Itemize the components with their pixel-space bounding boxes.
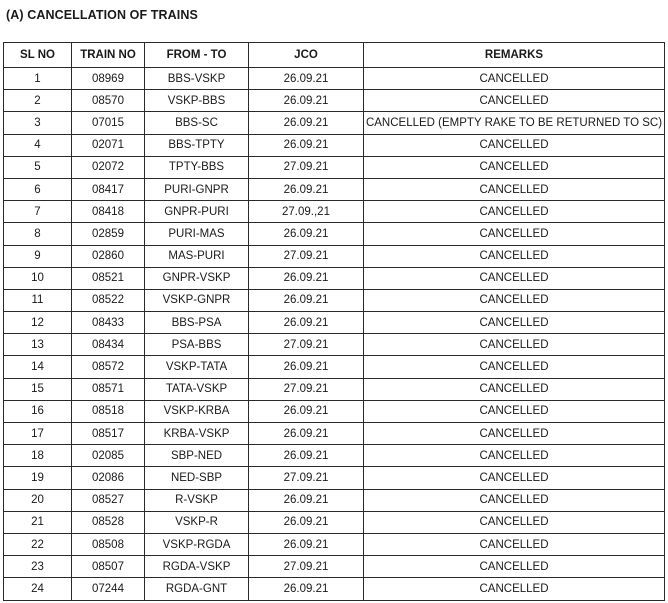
remarks-cell: CANCELLED xyxy=(364,245,665,267)
train-no-cell: 08417 xyxy=(72,178,145,200)
train-no-cell: 08528 xyxy=(72,511,145,533)
table-row xyxy=(4,578,665,600)
remarks-cell: CANCELLED xyxy=(364,68,665,90)
table-row xyxy=(4,467,665,489)
sl-no-cell: 23 xyxy=(4,556,72,578)
from-to-cell: PSA-BBS xyxy=(145,334,249,356)
remarks-cell: CANCELLED xyxy=(364,378,665,400)
train-no-cell: 02071 xyxy=(72,134,145,156)
sl-no-cell: 9 xyxy=(4,245,72,267)
remarks-cell: CANCELLED xyxy=(364,267,665,289)
from-to-cell: VSKP-KRBA xyxy=(145,400,249,422)
sl-no-cell: 18 xyxy=(4,445,72,467)
from-to-cell: VSKP-R xyxy=(145,511,249,533)
jco-cell: 27.09.21 xyxy=(249,156,364,178)
header-remarks: REMARKS xyxy=(364,43,665,68)
from-to-cell: VSKP-RGDA xyxy=(145,533,249,555)
train-no-cell: 08418 xyxy=(72,201,145,223)
sl-no-cell: 11 xyxy=(4,289,72,311)
jco-cell: 27.09.21 xyxy=(249,378,364,400)
table-row xyxy=(4,400,665,422)
remarks-cell: CANCELLED xyxy=(364,489,665,511)
train-no-cell: 08518 xyxy=(72,400,145,422)
remarks-cell: CANCELLED xyxy=(364,511,665,533)
from-to-cell: R-VSKP xyxy=(145,489,249,511)
from-to-cell: VSKP-TATA xyxy=(145,356,249,378)
jco-cell: 26.09.21 xyxy=(249,578,364,600)
remarks-cell: CANCELLED xyxy=(364,400,665,422)
jco-cell: 26.09.21 xyxy=(249,423,364,445)
sl-no-cell: 7 xyxy=(4,201,72,223)
sl-no-cell: 4 xyxy=(4,134,72,156)
from-to-cell: GNPR-PURI xyxy=(145,201,249,223)
remarks-cell: CANCELLED xyxy=(364,201,665,223)
train-no-cell: 08521 xyxy=(72,267,145,289)
remarks-cell: CANCELLED xyxy=(364,156,665,178)
table-row xyxy=(4,334,665,356)
sl-no-cell: 16 xyxy=(4,400,72,422)
table-row xyxy=(4,511,665,533)
train-no-cell: 02859 xyxy=(72,223,145,245)
cancellation-table xyxy=(3,42,665,601)
jco-cell: 26.09.21 xyxy=(249,533,364,555)
sl-no-cell: 8 xyxy=(4,223,72,245)
table-row xyxy=(4,201,665,223)
train-no-cell: 02086 xyxy=(72,467,145,489)
remarks-cell: CANCELLED xyxy=(364,578,665,600)
train-no-cell: 08571 xyxy=(72,378,145,400)
sl-no-cell: 3 xyxy=(4,112,72,134)
header-from-to: FROM - TO xyxy=(145,43,249,68)
remarks-cell: CANCELLED xyxy=(364,467,665,489)
table-row xyxy=(4,423,665,445)
from-to-cell: PURI-MAS xyxy=(145,223,249,245)
from-to-cell: BBS-PSA xyxy=(145,312,249,334)
table-row xyxy=(4,356,665,378)
from-to-cell: RGDA-VSKP xyxy=(145,556,249,578)
jco-cell: 26.09.21 xyxy=(249,445,364,467)
jco-cell: 26.09.21 xyxy=(249,90,364,112)
table-row xyxy=(4,178,665,200)
from-to-cell: BBS-SC xyxy=(145,112,249,134)
train-no-cell: 07244 xyxy=(72,578,145,600)
jco-cell: 26.09.21 xyxy=(249,223,364,245)
remarks-cell: CANCELLED xyxy=(364,90,665,112)
train-no-cell: 08522 xyxy=(72,289,145,311)
table-row xyxy=(4,378,665,400)
remarks-cell: CANCELLED xyxy=(364,445,665,467)
train-no-cell: 02085 xyxy=(72,445,145,467)
from-to-cell: SBP-NED xyxy=(145,445,249,467)
sl-no-cell: 21 xyxy=(4,511,72,533)
from-to-cell: GNPR-VSKP xyxy=(145,267,249,289)
from-to-cell: VSKP-BBS xyxy=(145,90,249,112)
sl-no-cell: 15 xyxy=(4,378,72,400)
table-row xyxy=(4,289,665,311)
jco-cell: 26.09.21 xyxy=(249,134,364,156)
table-row xyxy=(4,90,665,112)
sl-no-cell: 19 xyxy=(4,467,72,489)
remarks-cell: CANCELLED xyxy=(364,556,665,578)
jco-cell: 27.09.21 xyxy=(249,556,364,578)
table-row xyxy=(4,556,665,578)
table-row xyxy=(4,156,665,178)
train-no-cell: 08507 xyxy=(72,556,145,578)
jco-cell: 27.09.21 xyxy=(249,334,364,356)
jco-cell: 26.09.21 xyxy=(249,511,364,533)
remarks-cell: CANCELLED xyxy=(364,134,665,156)
from-to-cell: NED-SBP xyxy=(145,467,249,489)
header-jco: JCO xyxy=(249,43,364,68)
sl-no-cell: 14 xyxy=(4,356,72,378)
remarks-cell: CANCELLED xyxy=(364,533,665,555)
section-heading: (A) CANCELLATION OF TRAINS xyxy=(6,8,198,22)
train-no-cell: 07015 xyxy=(72,112,145,134)
jco-cell: 26.09.21 xyxy=(249,289,364,311)
remarks-cell: CANCELLED xyxy=(364,289,665,311)
jco-cell: 26.09.21 xyxy=(249,489,364,511)
train-no-cell: 08969 xyxy=(72,68,145,90)
table-row xyxy=(4,223,665,245)
remarks-cell: CANCELLED xyxy=(364,423,665,445)
from-to-cell: BBS-VSKP xyxy=(145,68,249,90)
train-no-cell: 08433 xyxy=(72,312,145,334)
jco-cell: 26.09.21 xyxy=(249,267,364,289)
jco-cell: 26.09.21 xyxy=(249,178,364,200)
jco-cell: 26.09.21 xyxy=(249,112,364,134)
remarks-cell: CANCELLED xyxy=(364,356,665,378)
table-row xyxy=(4,245,665,267)
from-to-cell: MAS-PURI xyxy=(145,245,249,267)
table-row xyxy=(4,134,665,156)
sl-no-cell: 1 xyxy=(4,68,72,90)
train-no-cell: 02860 xyxy=(72,245,145,267)
from-to-cell: KRBA-VSKP xyxy=(145,423,249,445)
train-no-cell: 08570 xyxy=(72,90,145,112)
train-no-cell: 08517 xyxy=(72,423,145,445)
remarks-cell: CANCELLED xyxy=(364,178,665,200)
train-no-cell: 08508 xyxy=(72,533,145,555)
table-row xyxy=(4,68,665,90)
sl-no-cell: 22 xyxy=(4,533,72,555)
table-row xyxy=(4,112,665,134)
sl-no-cell: 6 xyxy=(4,178,72,200)
jco-cell: 27.09.21 xyxy=(249,245,364,267)
remarks-cell: CANCELLED xyxy=(364,334,665,356)
sl-no-cell: 13 xyxy=(4,334,72,356)
sl-no-cell: 2 xyxy=(4,90,72,112)
train-no-cell: 02072 xyxy=(72,156,145,178)
train-no-cell: 08527 xyxy=(72,489,145,511)
table-row xyxy=(4,533,665,555)
table-row xyxy=(4,445,665,467)
table-row xyxy=(4,267,665,289)
jco-cell: 26.09.21 xyxy=(249,400,364,422)
from-to-cell: VSKP-GNPR xyxy=(145,289,249,311)
table-row xyxy=(4,312,665,334)
sl-no-cell: 10 xyxy=(4,267,72,289)
header-train-no: TRAIN NO xyxy=(72,43,145,68)
sl-no-cell: 20 xyxy=(4,489,72,511)
train-no-cell: 08434 xyxy=(72,334,145,356)
from-to-cell: TPTY-BBS xyxy=(145,156,249,178)
jco-cell: 27.09.,21 xyxy=(249,201,364,223)
table-header-row xyxy=(4,43,665,68)
from-to-cell: RGDA-GNT xyxy=(145,578,249,600)
sl-no-cell: 24 xyxy=(4,578,72,600)
jco-cell: 26.09.21 xyxy=(249,68,364,90)
sl-no-cell: 12 xyxy=(4,312,72,334)
from-to-cell: BBS-TPTY xyxy=(145,134,249,156)
jco-cell: 26.09.21 xyxy=(249,312,364,334)
table-row xyxy=(4,489,665,511)
jco-cell: 27.09.21 xyxy=(249,467,364,489)
sl-no-cell: 5 xyxy=(4,156,72,178)
sl-no-cell: 17 xyxy=(4,423,72,445)
header-sl-no: SL NO xyxy=(4,43,72,68)
from-to-cell: TATA-VSKP xyxy=(145,378,249,400)
remarks-cell: CANCELLED (EMPTY RAKE TO BE RETURNED TO SC) xyxy=(364,112,665,134)
jco-cell: 26.09.21 xyxy=(249,356,364,378)
remarks-cell: CANCELLED xyxy=(364,312,665,334)
remarks-cell: CANCELLED xyxy=(364,223,665,245)
from-to-cell: PURI-GNPR xyxy=(145,178,249,200)
train-no-cell: 08572 xyxy=(72,356,145,378)
